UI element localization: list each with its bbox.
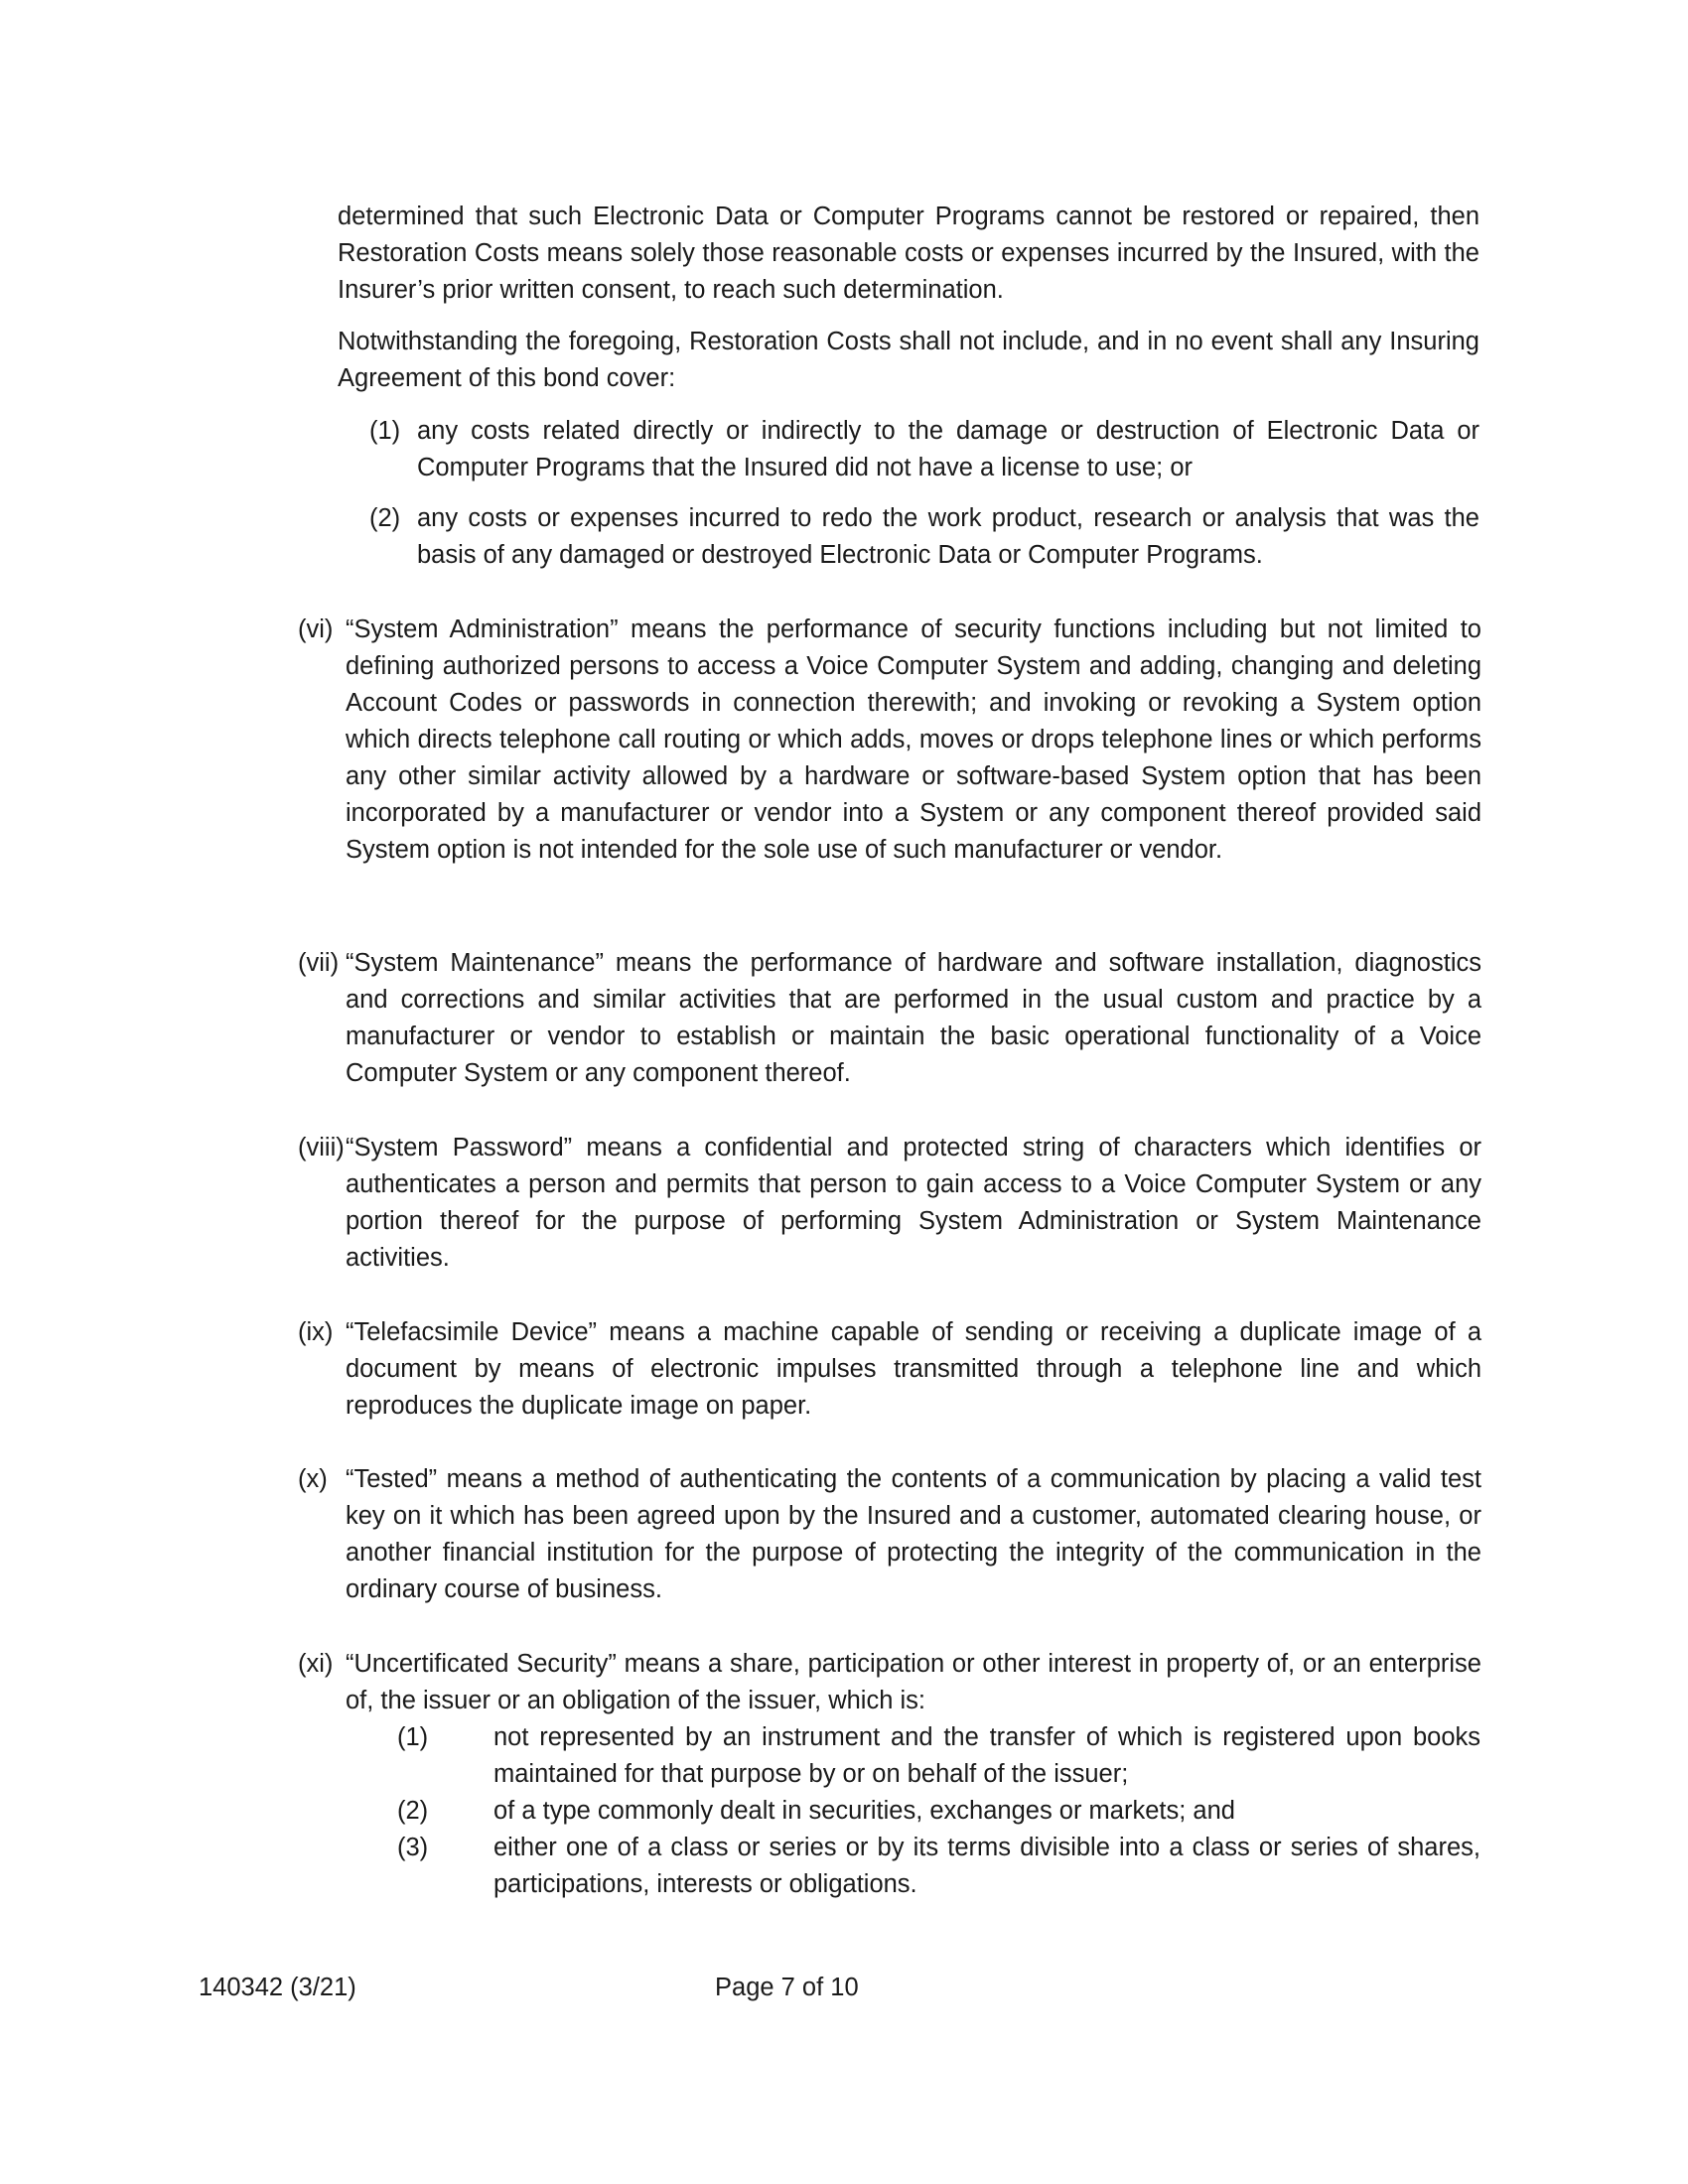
definition-tested [298, 1461, 1481, 1608]
definition-system-password [298, 1130, 1481, 1277]
exclusion-text: any costs related directly or indirectly to the damage or destruction of Electronic Data or Computer Programs that the Insured did not have a license to use; or [417, 417, 1479, 481]
definition-text: “Uncertificated Security” means a share, participation or other interest in property of, or an enterprise of, the issuer or an obligation of the issuer, which is: [346, 1650, 1481, 1714]
exclusion-number: (1) [369, 417, 401, 445]
uncertificated-item-text: either one of a class or series or by its terms divisible into a class or series of shares, participations, interests or obligations. [493, 1834, 1480, 1898]
definition-uncertificated-security [298, 1646, 1481, 1719]
definition-number: (viii) [298, 1134, 345, 1161]
definition-text: “System Maintenance” means the performance of hardware and software installation, diagnostics and corrections and similar activities that are performed in the usual custom and practice by a manufacturer or vendor to establish or maintain the basic operational functionality of a Voice Computer System or any component thereof. [346, 949, 1481, 1087]
form-number: 140342 (3/21) [199, 1974, 356, 2001]
definition-number: (ix) [298, 1318, 334, 1346]
definition-text: “Telefacsimile Device” means a machine capable of sending or receiving a duplicate image of a document by means of electronic impulses transmitted through a telephone line and which reproduces the duplicate image on paper. [346, 1318, 1481, 1420]
page-number: Page 7 of 10 [715, 1974, 859, 2001]
definition-system-maintenance [298, 945, 1481, 1092]
definition-number: (xi) [298, 1650, 334, 1678]
uncertificated-item-number: (1) [397, 1723, 429, 1751]
definition-number: (x) [298, 1465, 328, 1493]
exclusion-text: any costs or expenses incurred to redo the work product, research or analysis that was the basis of any damaged or destroyed Electronic Data or Computer Programs. [417, 504, 1479, 569]
definition-text: “Tested” means a method of authenticating the contents of a communication by placing a valid test key on it which has been agreed upon by the Insured and a customer, automated clearing house, or another financial institution for the purpose of protecting the integrity of the communication in the ordinary course of business. [346, 1465, 1481, 1603]
uncertificated-item-text: not represented by an instrument and the transfer of which is registered upon books maintained for that purpose by or on behalf of the issuer; [493, 1723, 1480, 1788]
uncertificated-item-number: (3) [397, 1834, 429, 1861]
definition-telefacsimile-device [298, 1314, 1481, 1425]
uncertificated-item-text: of a type commonly dealt in securities, exchanges or markets; and [493, 1797, 1235, 1825]
definition-system-administration [298, 612, 1481, 869]
definition-number: (vii) [298, 949, 340, 977]
definition-text: “System Administration” means the performance of security functions including but not limited to defining authorized persons to access a Voice Computer System and adding, changing and deleting Account Codes or passwords in connection therewith; and invoking or revoking a System option which directs telephone call routing or which adds, moves or drops telephone lines or which performs any other similar activity allowed by a hardware or software-based System option that has been incorporated by a manufacturer or vendor into a System or any component thereof provided said System option is not intended for the sole use of such manufacturer or vendor. [346, 615, 1481, 864]
uncertificated-item-number: (2) [397, 1797, 429, 1825]
definition-number: (vi) [298, 615, 334, 643]
continuation-paragraph: determined that such Electronic Data or Computer Programs cannot be restored or repaired, then Restoration Costs means solely those reasonable costs or expenses incurred by the Insured, with the Insurer’s prior written consent, to reach such determination. [338, 203, 1479, 304]
exclusion-number: (2) [369, 504, 401, 532]
definition-text: “System Password” means a confidential and protected string of characters which identifies or authenticates a person and permits that person to gain access to a Voice Computer System or any portion thereof for the purpose of performing System Administration or System Maintenance activities. [346, 1134, 1481, 1272]
notwithstanding-paragraph: Notwithstanding the foregoing, Restoration Costs shall not include, and in no event shall any Insuring Agreement of this bond cover: [338, 328, 1479, 392]
